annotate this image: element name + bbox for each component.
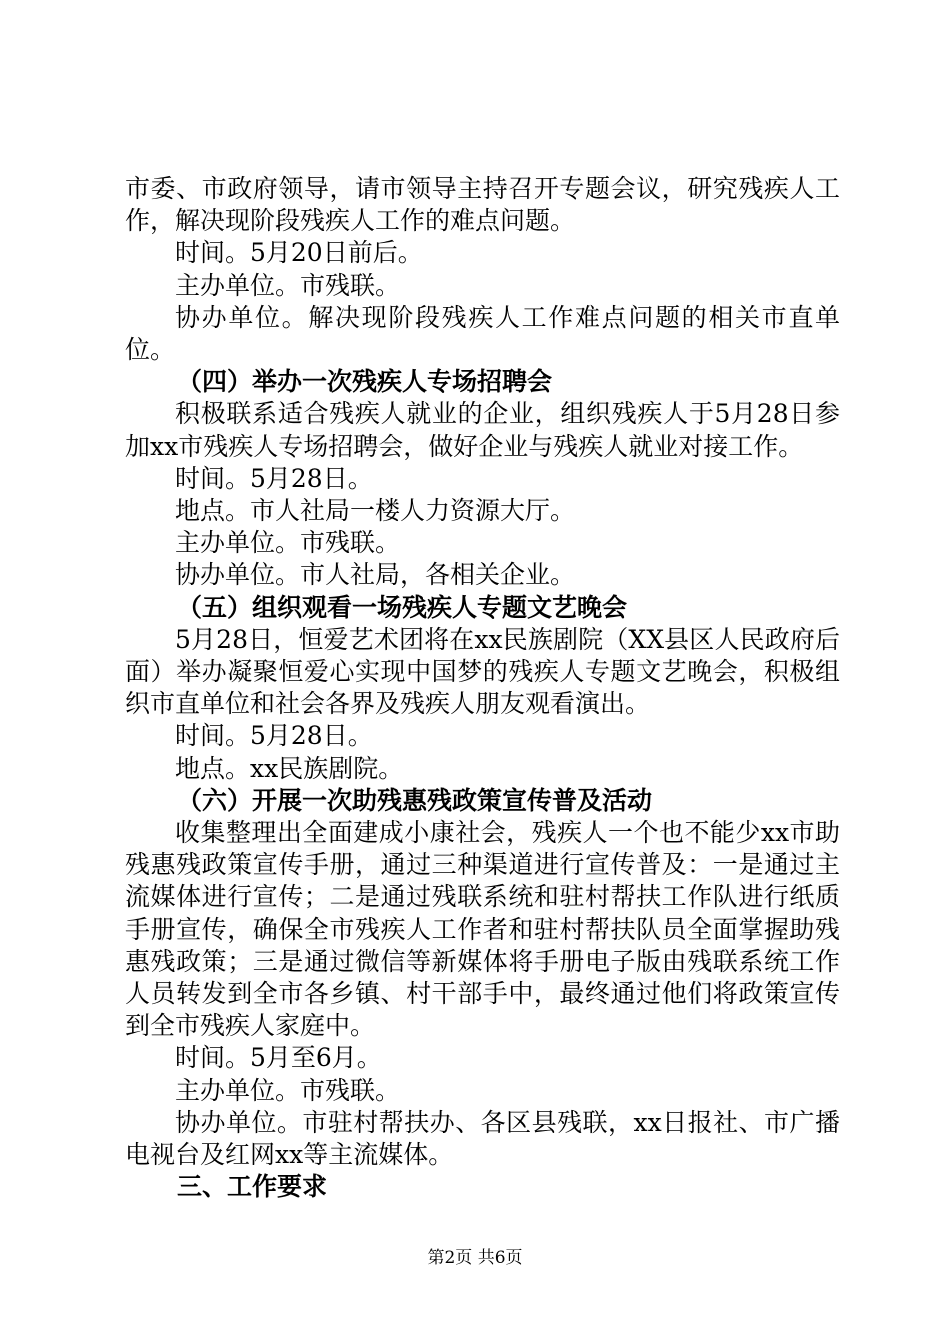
paragraph: 市委、市政府领导，请市领导主持召开专题会议，研究残疾人工作，解决现阶段残疾人工作的难点问题。 — [125, 174, 840, 236]
paragraph: 5月28日，恒爱艺术团将在xx民族剧院（XX县区人民政府后面）举办凝聚恒爱心实现中国梦的残疾人专题文艺晚会，积极组织市直单位和社会各界及残疾人朋友观看演出。 — [125, 624, 840, 719]
paragraph: 收集整理出全面建成小康社会，残疾人一个也不能少xx市助残惠残政策宣传手册，通过三种渠道进行宣传普及：一是通过主流媒体进行宣传；二是通过残联系统和驻村帮扶工作队进行纸质手册宣传，确保全市残疾人工作者和驻村帮扶队员全面掌握助残惠残政策；三是通过微信等新媒体将手册电子版由残联系统工作人员转发到全市各乡镇、村干部手中，最终通过他们将政策宣传到全市残疾人家庭中。 — [125, 818, 840, 1041]
page-footer — [0, 1243, 950, 1268]
organizer-line: 主办单位。市残联。 — [175, 1075, 401, 1105]
time-line: 时间。5月28日。 — [175, 463, 373, 493]
section-heading-3: 三、工作要求 — [177, 1172, 328, 1202]
paragraph: 积极联系适合残疾人就业的企业，组织残疾人于5月28日参加xx市残疾人专场招聘会，做好企业与残疾人就业对接工作。 — [125, 399, 840, 461]
time-line: 时间。5月20日前后。 — [175, 238, 423, 268]
time-line: 时间。5月至6月。 — [175, 1043, 382, 1073]
location-line: 地点。xx民族剧院。 — [175, 753, 404, 783]
co-organizer-line: 协办单位。市人社局，各相关企业。 — [175, 560, 576, 590]
co-organizer-line: 协办单位。市驻村帮扶办、各区县残联，xx日报社、市广播电视台及红网xx等主流媒体。 — [125, 1107, 840, 1170]
section-heading-4: （四）举办一次残疾人专场招聘会 — [177, 367, 553, 397]
co-organizer-line: 协办单位。解决现阶段残疾人工作难点问题的相关市直单位。 — [125, 302, 840, 365]
location-line: 地点。市人社局一楼人力资源大厅。 — [175, 496, 576, 526]
organizer-line: 主办单位。市残联。 — [175, 528, 401, 558]
time-line: 时间。5月28日。 — [175, 721, 373, 751]
section-heading-5: （五）组织观看一场残疾人专题文艺晚会 — [177, 592, 628, 622]
section-heading-6: （六）开展一次助残惠残政策宣传普及活动 — [177, 785, 653, 815]
page-number: 第2页 共6页 — [427, 1248, 523, 1268]
document-body — [125, 173, 840, 1204]
organizer-line: 主办单位。市残联。 — [175, 270, 401, 300]
